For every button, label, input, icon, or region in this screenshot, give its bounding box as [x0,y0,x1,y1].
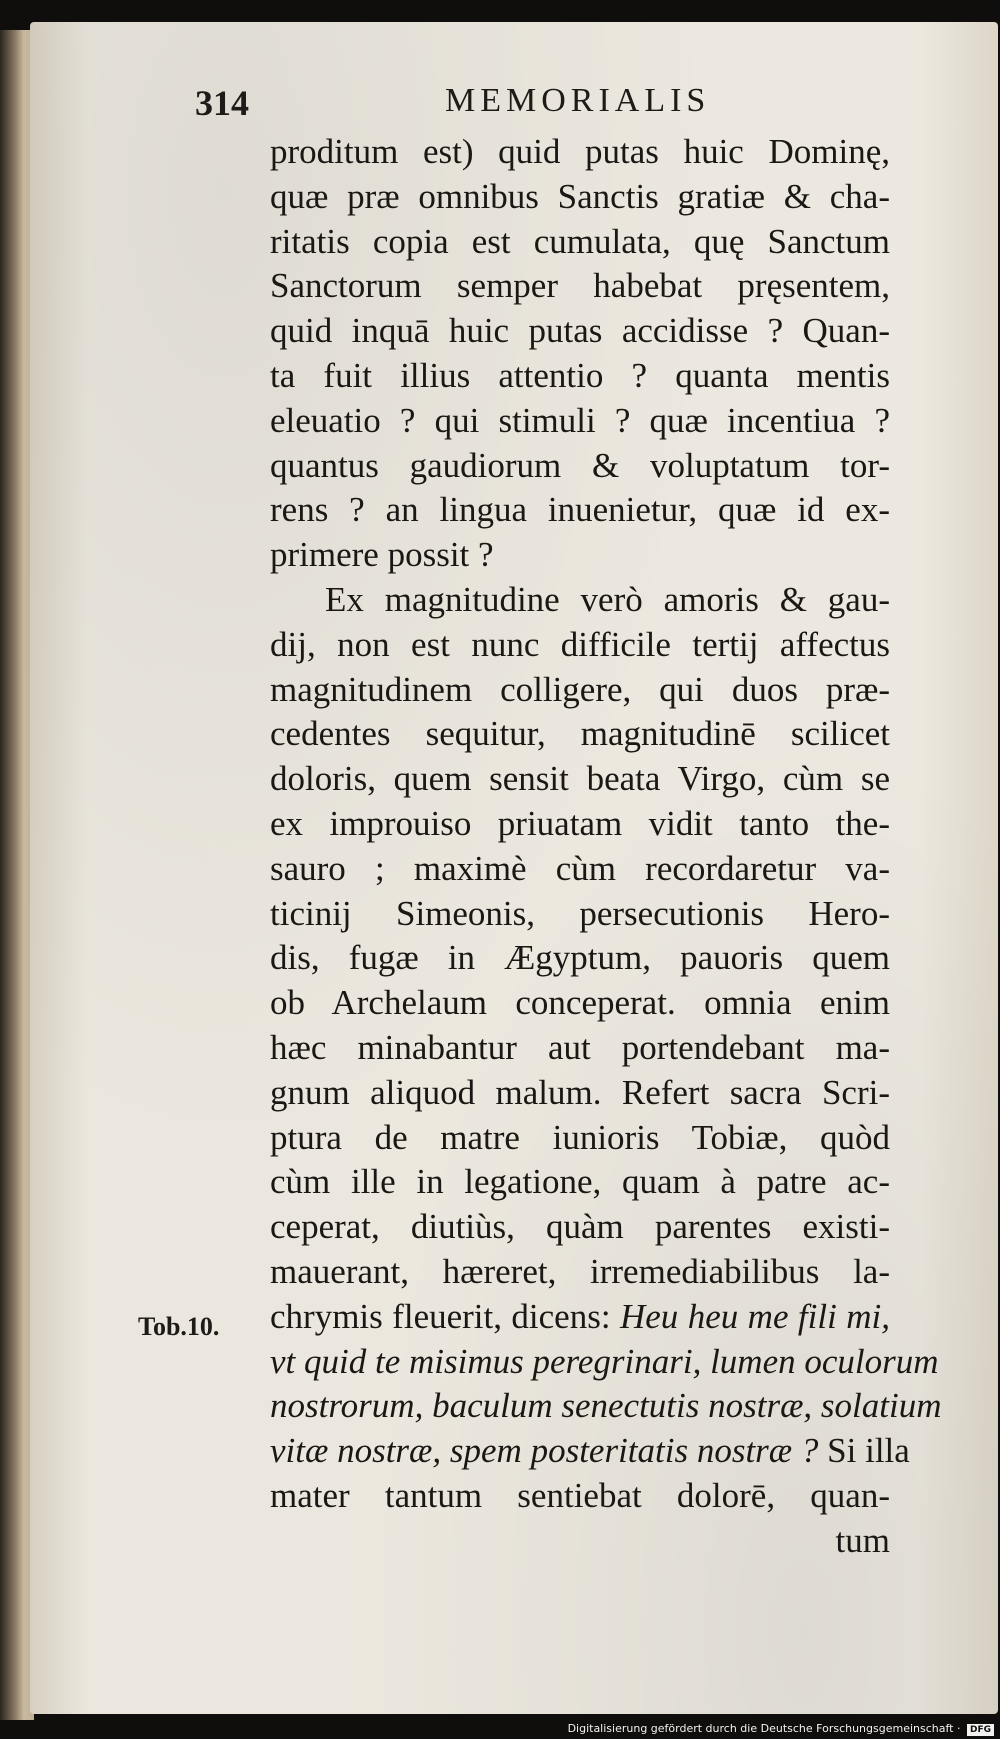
text-line: cùm ille in legatione, quam à patre ac- [270,1162,890,1202]
digitization-credit [568,1722,994,1736]
text-line: ticinij Simeonis, persecutionis Hero- [270,893,890,933]
text-line: cedentes sequitur, magnitudinē scilicet [270,714,890,754]
text-line: ta fuit illius attentio ? quanta mentis [270,355,890,395]
text-line: magnitudinem colligere, qui duos præ- [270,669,890,709]
text-line: proditum est) quid putas huic Dominę, [270,132,890,171]
quotation-line: vt quid te misimus peregrinari, lumen oculorum [270,1341,939,1381]
dfg-logo: DFG [967,1724,994,1736]
text-line: ritatis copia est cumulata, quę Sanctum [270,221,890,261]
book-page [30,22,998,1714]
text-line: quantus gaudiorum & voluptatum tor- [270,445,890,485]
text-line: ceperat, diutiùs, quàm parentes existi- [270,1207,890,1247]
text-line: mater tantum sentiebat dolorē, quan- [270,1475,890,1515]
text-line: quæ præ omnibus Sanctis gratiæ & cha- [270,176,890,216]
text-line: ob Archelaum conceperat. omnia enim [270,983,890,1023]
text-line: sauro ; maximè cùm recordaretur va- [270,848,890,888]
text-line: gnum aliquod malum. Refert sacra Scri- [270,1072,890,1112]
text-line: eleuatio ? qui stimuli ? quæ incentiua ? [270,400,890,440]
quotation-line: nostrorum, baculum senectutis nostræ, solatium [270,1386,942,1426]
text-line: ex improuiso priuatam vidit tanto the- [270,803,890,843]
text-line: dis, fugæ in Ægyptum, pauoris quem [270,938,890,978]
text-line: Sanctorum semper habebat pręsentem, [270,266,890,306]
quotation-segment: vitæ nostræ, spem posteritatis nostræ ? [270,1431,828,1471]
paragraph-start-line: Ex magnitudine verò amoris & gau- [325,579,890,619]
credit-text: Digitalisierung gefördert durch die Deutsche Forschungsgemeinschaft · [567,1722,961,1735]
page-number: 314 [195,83,249,123]
text-line: doloris, quem sensit beata Virgo, cùm se [270,759,890,799]
body-text [270,130,942,1564]
catchword: tum [835,1520,890,1560]
running-title: MEMORIALIS [445,82,711,119]
text-line: quid inquā huic putas accidisse ? Quan- [270,311,890,351]
marginal-reference: Tob.10. [138,1312,220,1341]
text-line: mauerant, hæreret, irremediabilibus la- [270,1251,890,1291]
text-line: primere possit ? [270,535,494,575]
text-line: rens ? an lingua inuenietur, quæ id ex- [270,490,890,530]
text-line: hæc minabantur aut portendebant ma- [270,1027,890,1067]
text-line: dij, non est nunc difficile tertij affectus [270,624,890,664]
quotation-segment: Heu heu me fili mi, [619,1296,890,1336]
text-line: vitæ nostræ, spem posteritatis nostræ ? Si illa [270,1431,910,1471]
text-line: chrymis fleuerit, dicens: Heu heu me fili mi, [270,1296,890,1336]
book-edge [0,30,34,1720]
text-line: ptura de matre iunioris Tobiæ, quòd [270,1117,890,1157]
